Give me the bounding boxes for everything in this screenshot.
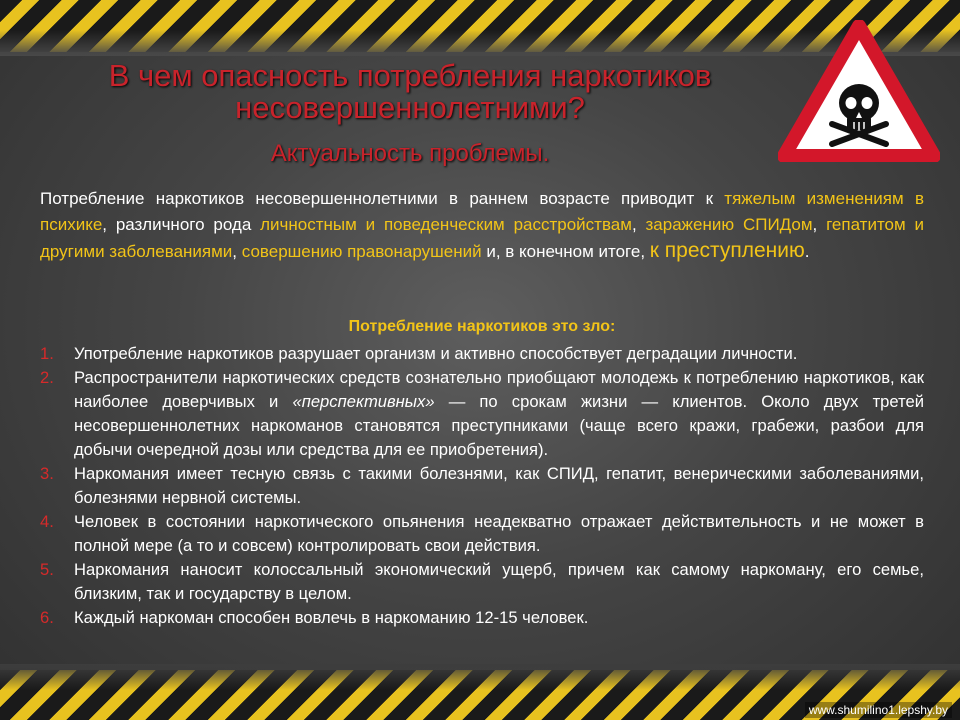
skull-warning-triangle-icon — [778, 20, 940, 162]
intro-text: . — [804, 242, 810, 261]
list-item — [40, 462, 924, 510]
intro-text: и, в конечном итоге, — [481, 242, 650, 261]
intro-text: , — [631, 215, 646, 234]
title-line-1: В чем опасность потребления наркотиков — [108, 58, 712, 93]
list-item-italic: «перспективных» — [292, 392, 435, 411]
intro-text: , — [232, 242, 242, 261]
intro-text: Потребление наркотиков несовершеннолетними в раннем возрасте приводит к — [40, 189, 725, 208]
list-item-text: Человек в состоянии наркотического опьянения неадекватно отражает действительность и не может в полной мере (а то и совсем) контролировать свои действия. — [74, 512, 924, 555]
list-item-text: — по срокам жизни — клиентов. Около двух третей несовершеннолетних наркоманов становятся преступниками (чаще всего кражи, грабежи, разбои для добычи очередной дозы или средства для ее приобретения). — [74, 392, 925, 459]
list-item-text: Наркомания наносит колоссальный экономический ущерб, причем как самому наркоману, его семье, близким, так и государству в целом. — [74, 560, 924, 603]
intro-highlight: личностным и поведенческим расстройствам — [260, 215, 632, 234]
title-line-2: несовершеннолетними? — [235, 90, 585, 125]
list-item — [40, 342, 924, 366]
list-heading: Потребление наркотиков это зло: — [348, 318, 616, 335]
list-item-text: Распространители наркотических средств сознательно приобщают молодежь к потреблению наркотиков, как наиболее доверчивых и — [74, 368, 924, 411]
slide-subtitle: Актуальность проблемы. — [270, 140, 550, 167]
site-watermark: www.shumilino1.lepshy.by — [805, 702, 952, 718]
intro-highlight: заражению СПИДом — [645, 215, 813, 234]
list-item-text: Употребление наркотиков разрушает организм и активно способствует деградации личности. — [74, 344, 798, 363]
list-number: 2. — [40, 368, 54, 387]
list-number: 1. — [40, 344, 54, 363]
intro-highlight-emphasis: к преступлению — [649, 239, 805, 262]
list-number: 6. — [40, 608, 54, 627]
slide-title — [40, 60, 780, 124]
list-item-text: Каждый наркоман способен вовлечь в наркоманию 12-15 человек. — [74, 608, 589, 627]
list-item-text: Наркомания имеет тесную связь с такими болезнями, как СПИД, гепатит, венерическими заболеваниями, болезнями нервной системы. — [74, 464, 924, 507]
intro-text: , различного рода — [102, 215, 261, 234]
bottom-stripes-fade — [0, 664, 960, 690]
list-item — [40, 510, 924, 558]
list-item — [40, 558, 924, 606]
list-number: 4. — [40, 512, 54, 531]
intro-highlight: совершению правонарушений — [241, 242, 482, 261]
list-number: 5. — [40, 560, 54, 579]
list-item — [40, 366, 924, 462]
intro-highlight: гепатитом и другими заболеваниями — [40, 215, 925, 261]
harm-list — [40, 342, 924, 630]
intro-paragraph — [40, 186, 924, 265]
list-item — [40, 606, 924, 630]
intro-highlight: тяжелым изменениям в психике — [40, 189, 924, 234]
intro-text: , — [812, 215, 827, 234]
list-number: 3. — [40, 464, 54, 483]
